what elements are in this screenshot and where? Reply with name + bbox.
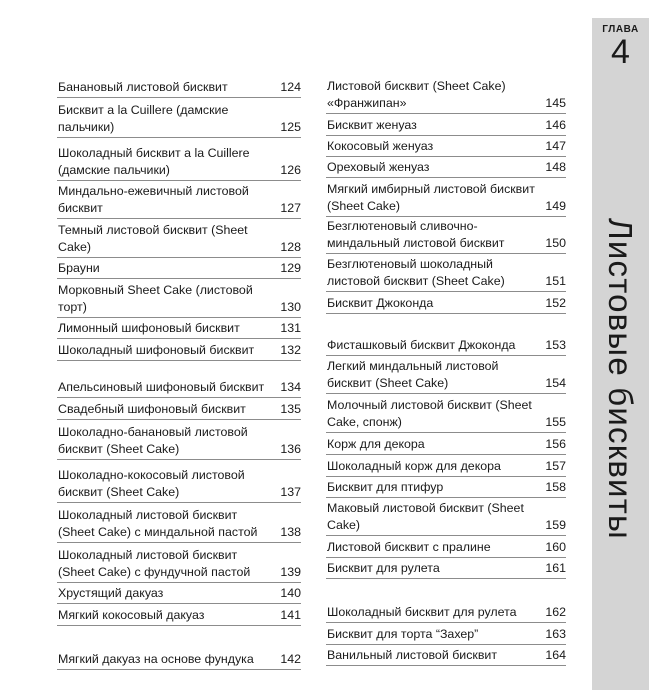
toc-entry-title: Мягкий дакуаз на основе фундука [58,651,254,666]
toc-entry-title: Ореховый женуаз [327,159,430,174]
toc-entry-title: Шоколадный листовой бисквит (Sheet Cake) с миндальной пастой [58,508,258,539]
toc-entry-title: Лимонный шифоновый бисквит [58,320,240,335]
toc-entry-title: Шоколадный бисквит a la Cuillere (дамские пальчики) [58,146,250,177]
toc-entry-page: 158 [545,479,566,494]
toc-entry [326,114,566,136]
toc-entry-title: Миндально-ежевичный листовой бисквит [58,184,249,215]
toc-entry-title: Мягкий имбирный листовой бисквит (Sheet Cake) [327,182,535,213]
toc-entry [57,138,301,181]
toc-entry-title: Брауни [58,260,100,275]
toc-entry-title: Шоколадный листовой бисквит (Sheet Cake) с фундучной пастой [58,548,251,579]
toc-entry-page: 132 [280,342,301,357]
toc-entry-title: Апельсиновый шифоновый бисквит [58,379,265,394]
toc-entry-title: Корж для декора [327,436,425,451]
toc-entry-page: 151 [545,273,566,288]
toc-entry-page: 137 [280,484,301,499]
toc-entry-title: Темный листовой бисквит (Sheet Cake) [58,223,248,254]
toc-entry-page: 146 [545,117,566,132]
toc-entry-title: Бисквит Джоконда [327,295,434,310]
toc-entry-page: 157 [545,458,566,473]
toc-entry-page: 138 [280,524,301,539]
toc-entry-title: Бисквит a la Cuillere (дамские пальчики) [58,103,229,134]
toc-entry-title: Безглютеновый сливочно-миндальный листовой бисквит [327,219,505,250]
toc-entry-page: 150 [545,235,566,250]
toc-entry [326,558,566,579]
toc-entry-page: 139 [280,564,301,579]
toc-entry-page: 161 [545,560,566,575]
toc-entry [326,394,566,433]
toc-entry [57,74,301,98]
toc-entry [326,579,566,623]
chapter-tab [592,18,649,690]
toc-entry [326,536,566,558]
toc-entry-page: 141 [280,607,301,622]
toc-entry-title: Шоколадный бисквит для рулета [327,604,517,619]
toc-entry-page: 162 [545,604,566,619]
toc-left-column [57,74,301,670]
toc-entry-page: 156 [545,436,566,451]
toc-entry [326,314,566,356]
toc-entry [57,604,301,626]
toc-entry [57,279,301,318]
toc-entry-title: Молочный листовой бисквит (Sheet Cake, спонж) [327,398,532,429]
toc-entry-page: 155 [545,414,566,429]
toc-entry-page: 163 [545,626,566,641]
toc-entry-page: 126 [280,162,301,177]
toc-entry-title: Легкий миндальный листовой бисквит (Sheet Cake) [327,359,499,390]
toc-entry [57,543,301,583]
toc-entry [57,503,301,543]
toc-entry [57,398,301,420]
toc-entry-page: 160 [545,539,566,554]
toc-entry-page: 136 [280,441,301,456]
toc-entry-page: 125 [280,119,301,134]
toc-entry-title: Кокосовый женуаз [327,138,434,153]
toc-entry-title: Банановый листовой бисквит [58,79,228,94]
toc-entry [57,181,301,219]
toc-entry [326,292,566,314]
toc-entry-page: 129 [280,260,301,275]
toc-entry-page: 142 [280,651,301,666]
toc-entry [57,626,301,670]
toc-entry-page: 140 [280,585,301,600]
toc-entry-title: Бисквит для птифур [327,479,444,494]
toc-entry [326,356,566,394]
toc-entry [326,433,566,455]
toc-entry-title: Бисквит женуаз [327,117,417,132]
toc-entry [326,136,566,157]
toc-entry-title: Свадебный шифоновый бисквит [58,401,246,416]
toc-entry-title: Ванильный листовой бисквит [327,647,498,662]
toc-entry-title: Листовой бисквит (Sheet Cake) «Франжипан» [327,79,506,110]
toc-entry [326,645,566,666]
toc-entry-page: 149 [545,198,566,213]
toc-entry-title: Бисквит для рулета [327,560,440,575]
toc-entry [326,498,566,536]
toc-entry-page: 145 [545,95,566,110]
toc-entry-title: Бисквит для торта “Захер” [327,626,479,641]
toc-entry-page: 127 [280,200,301,215]
toc-entry [57,420,301,460]
toc-entry [57,583,301,604]
toc-entry [57,460,301,503]
toc-entry-page: 135 [280,401,301,416]
toc-entry-page: 131 [280,320,301,335]
toc-entry [57,339,301,361]
chapter-label: ГЛАВА [602,24,639,35]
toc-entry-title: Безглютеновый шоколадный листовой бисквит (Sheet Cake) [327,257,505,288]
toc-entry-page: 134 [280,379,301,394]
toc-entry-page: 128 [280,239,301,254]
toc-entry [57,98,301,138]
toc-entry-title: Морковный Sheet Cake (листовой торт) [58,283,253,314]
toc-entry [326,455,566,477]
toc-entry-page: 154 [545,375,566,390]
toc-entry-title: Мягкий кокосовый дакуаз [58,607,205,622]
toc-entry-title: Шоколадный корж для декора [327,458,501,473]
toc-entry-page: 124 [280,79,301,94]
toc-entry [326,623,566,645]
toc-entry-page: 147 [545,138,566,153]
toc-entry-page: 152 [545,295,566,310]
toc-entry-title: Шоколадно-банановый листовой бисквит (Sheet Cake) [58,425,248,456]
toc-entry-title: Шоколадно-кокосовый листовой бисквит (Sheet Cake) [58,468,245,499]
toc-entry [326,157,566,178]
toc-entry-page: 153 [545,337,566,352]
toc-entry-page: 164 [545,647,566,662]
toc-entry [57,258,301,279]
toc-entry-title: Хрустящий дакуаз [58,585,164,600]
toc-entry-title: Шоколадный шифоновый бисквит [58,342,255,357]
toc-entry [326,74,566,114]
toc-entry-page: 159 [545,517,566,532]
toc-entry-title: Фисташковый бисквит Джоконда [327,337,516,352]
toc-entry-page: 148 [545,159,566,174]
toc-entry [57,219,301,258]
chapter-title: Листовые бисквиты [602,218,639,540]
toc-entry-page: 130 [280,299,301,314]
toc-entry [326,477,566,498]
toc-entry [57,318,301,339]
toc-right-column [326,74,566,666]
toc-entry [57,361,301,398]
toc-entry-title: Листовой бисквит с пралине [327,539,491,554]
chapter-number: 4 [611,33,630,71]
toc-entry-title: Маковый листовой бисквит (Sheet Cake) [327,501,524,532]
toc-entry [326,217,566,254]
toc-entry [326,178,566,217]
toc-entry [326,254,566,292]
